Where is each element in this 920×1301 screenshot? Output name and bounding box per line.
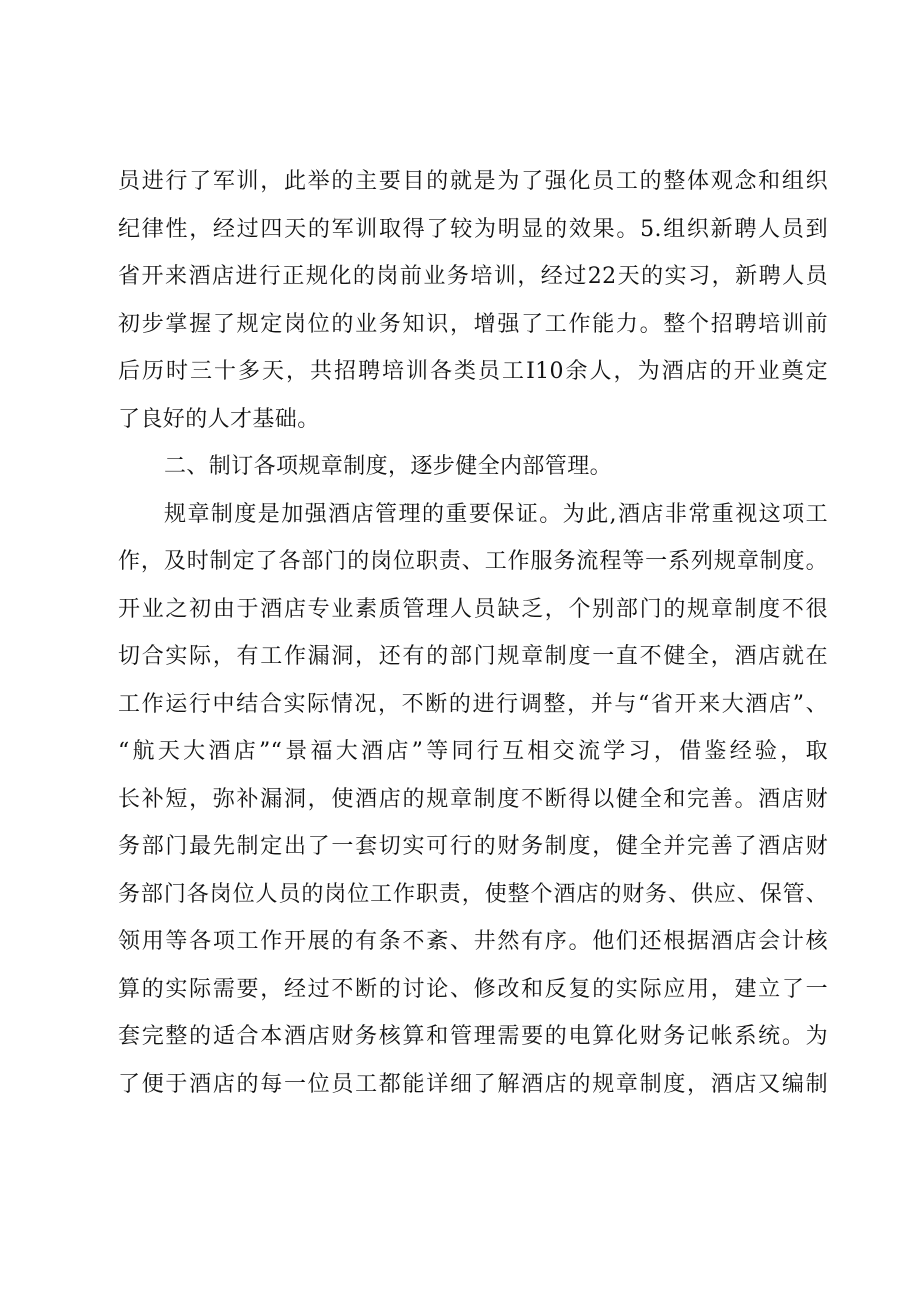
- text-line-18: 算的实际需要，经过不断的讨论、修改和反复的实际应用，建立了一: [118, 976, 828, 1002]
- text-line-13: “航天大酒店”“景福大酒店”等同行互相交流学习，借鉴经验，取: [118, 739, 828, 764]
- text-line-1: 员进行了军训，此举的主要目的就是为了强化员工的整体观念和组织: [118, 169, 828, 194]
- text-line-8: 规章制度是加强酒店管理的重要保证。为此,酒店非常重视这项工: [164, 501, 828, 527]
- text-line-16: 务部门各岗位人员的岗位工作职责，使整个酒店的财务、供应、保管、: [118, 881, 828, 907]
- text-line-5: 后历时三十多天，共招聘培训各类员工I10余人，为酒店的开业奠定: [118, 359, 828, 384]
- text-line-19: 套完整的适合本酒店财务核算和管理需要的电算化财务记帐系统。为: [118, 1024, 828, 1049]
- text-line-9: 作，及时制定了各部门的岗位职责、工作服务流程等一系列规章制度。: [118, 549, 828, 574]
- text-line-10: 开业之初由于酒店专业素质管理人员缺乏，个别部门的规章制度不很: [118, 596, 828, 622]
- text-line-3: 省开来酒店进行正规化的岗前业务培训，经过22天的实习，新聘人员: [118, 264, 828, 289]
- text-line-15: 务部门最先制定出了一套切实可行的财务制度，健全并完善了酒店财: [118, 834, 828, 859]
- text-line-14: 长补短，弥补漏洞，使酒店的规章制度不断得以健全和完善。酒店财: [118, 786, 828, 812]
- text-line-17: 领用等各项工作开展的有条不紊、井然有序。他们还根据酒店会计核: [118, 929, 828, 954]
- text-line-20: 了便于酒店的每一位员工都能详细了解酒店的规章制度，酒店又编制: [118, 1071, 828, 1097]
- text-line-6: 了良好的人才基础。: [118, 406, 320, 432]
- text-line-4: 初步掌握了规定岗位的业务知识，增强了工作能力。整个招聘培训前: [118, 311, 828, 337]
- document-body: [118, 158, 828, 1108]
- text-line-12: 工作运行中结合实际情况，不断的进行调整，并与“省开来大酒店”、: [118, 691, 828, 717]
- section-heading: 二、制订各项规章制度，逐步健全内部管理。: [164, 454, 613, 479]
- text-line-11: 切合实际，有工作漏洞，还有的部门规章制度一直不健全，酒店就在: [118, 644, 828, 669]
- text-line-2: 纪律性，经过四天的军训取得了较为明显的效果。5.组织新聘人员到: [118, 216, 828, 242]
